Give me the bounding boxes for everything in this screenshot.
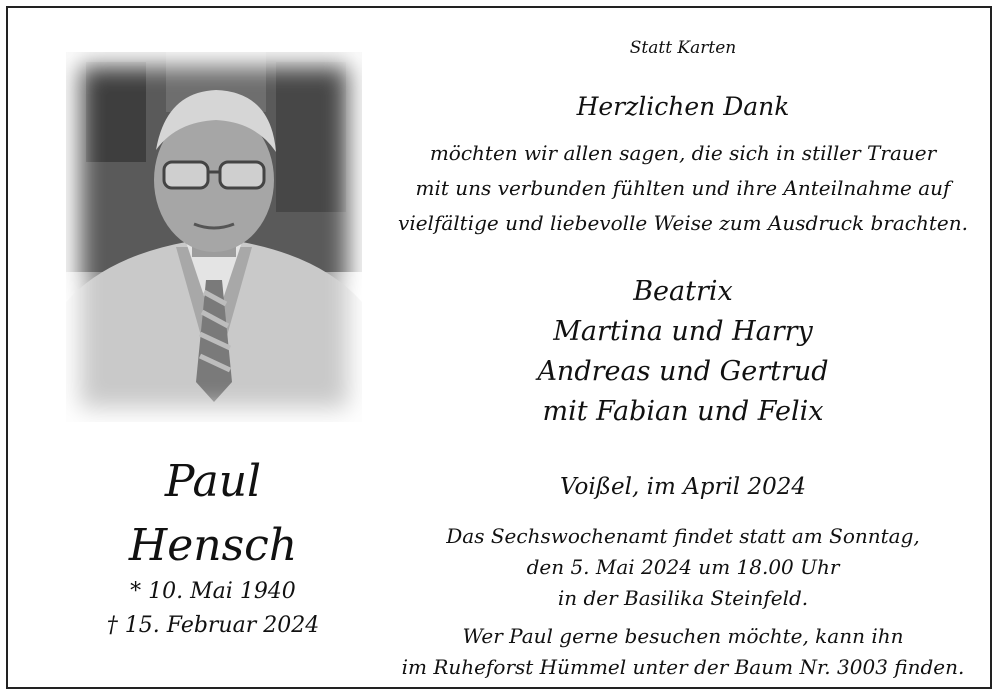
visit-line: Wer Paul gerne besuchen möchte, kann ihn bbox=[462, 624, 904, 648]
message-line: vielfältige und liebevolle Weise zum Ausdruck brachten. bbox=[398, 211, 968, 235]
service-line: Das Sechswochenamt findet statt am Sonntag, bbox=[446, 524, 920, 548]
deceased-info bbox=[48, 8, 378, 687]
family-line: Andreas und Gertrud bbox=[537, 356, 829, 387]
notice-text bbox=[380, 8, 986, 687]
deceased-last-name: Hensch bbox=[128, 520, 298, 571]
deceased-first-name: Paul bbox=[164, 456, 262, 507]
birth-date: * 10. Mai 1940 bbox=[130, 579, 296, 604]
family-line: mit Fabian und Felix bbox=[542, 396, 824, 427]
service-line: den 5. Mai 2024 um 18.00 Uhr bbox=[526, 555, 840, 579]
obituary-card bbox=[6, 6, 992, 689]
visit-line: im Ruheforst Hümmel unter der Baum Nr. 3003 finden. bbox=[401, 655, 965, 679]
family-line: Martina und Harry bbox=[553, 316, 813, 347]
death-date: † 15. Februar 2024 bbox=[106, 613, 320, 638]
message-line: möchten wir allen sagen, die sich in stiller Trauer bbox=[429, 141, 937, 165]
message-line: mit uns verbunden fühlten und ihre Anteilnahme auf bbox=[415, 176, 951, 200]
notice-header: Statt Karten bbox=[629, 38, 737, 58]
family-line: Beatrix bbox=[633, 276, 733, 307]
notice-headline: Herzlichen Dank bbox=[576, 92, 790, 121]
place-date: Voißel, im April 2024 bbox=[559, 474, 806, 500]
service-line: in der Basilika Steinfeld. bbox=[557, 586, 809, 610]
